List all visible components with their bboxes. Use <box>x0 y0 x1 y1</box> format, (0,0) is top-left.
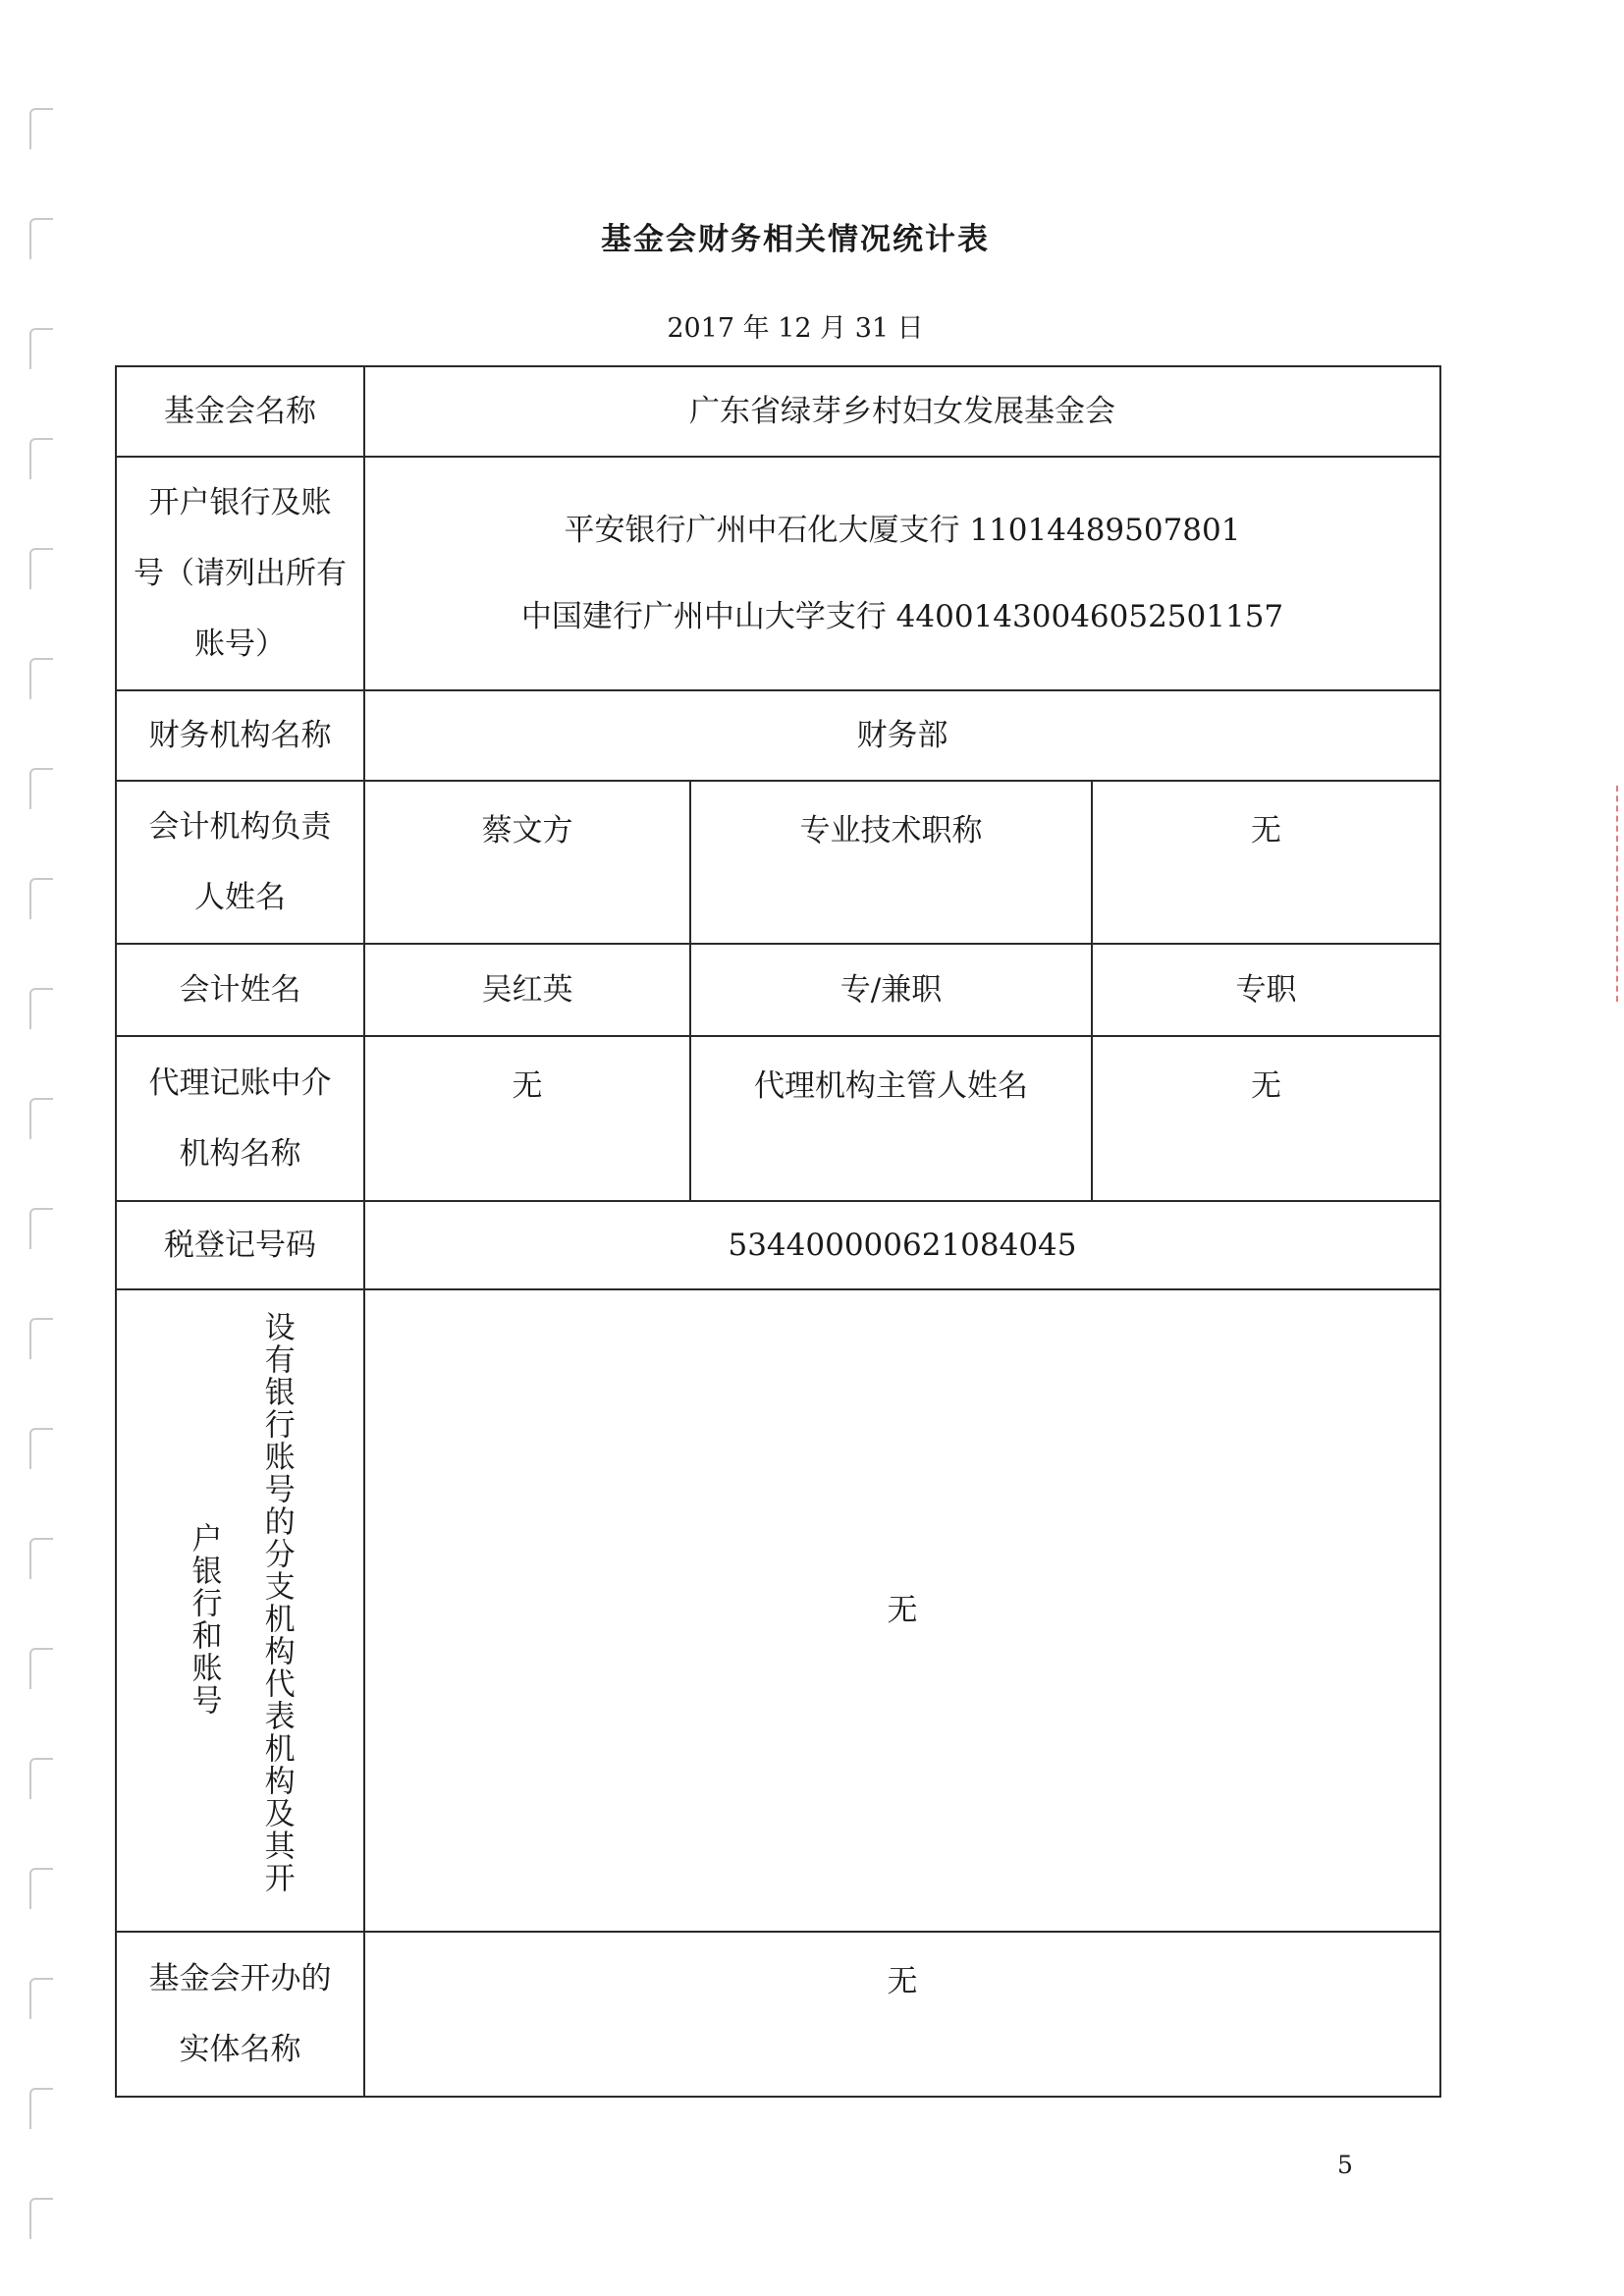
label-accounting-head-line1: 会计机构负责 <box>148 809 332 845</box>
label-bank-line2: 号（请列出所有 <box>134 556 347 591</box>
row-tax-number <box>116 1201 1440 1289</box>
value-accounting-head-name: 蔡文方 <box>364 781 690 944</box>
value-branches: 无 <box>364 1289 1440 1932</box>
document-title: 基金会财务相关情况统计表 <box>601 222 990 257</box>
row-branches <box>116 1289 1440 1932</box>
page-number: 5 <box>1337 2151 1353 2179</box>
label-entities-line2: 实体名称 <box>179 2032 301 2067</box>
value-employment-type: 专职 <box>1092 944 1440 1036</box>
row-agent <box>116 1036 1440 1201</box>
label-entities <box>116 1932 364 2097</box>
document-date: 2017 年 12 月 31 日 <box>667 313 924 344</box>
label-bank-line3: 账号） <box>194 627 286 662</box>
label-accounting-head <box>116 781 364 944</box>
label-finance-dept: 财务机构名称 <box>116 690 364 781</box>
label-branches <box>116 1289 364 1932</box>
label-entities-line1: 基金会开办的 <box>148 1961 332 1996</box>
label-accounting-head-line2: 人姓名 <box>194 880 286 915</box>
row-accountant <box>116 944 1440 1036</box>
row-foundation-name <box>116 366 1440 457</box>
label-accountant: 会计姓名 <box>116 944 364 1036</box>
row-bank-accounts <box>116 457 1440 690</box>
value-tax-number: 534400000621084045 <box>364 1201 1440 1289</box>
label-branches-col2: 户银行和账号 <box>186 1522 222 1717</box>
value-professional-title: 无 <box>1092 781 1440 944</box>
bank-account-2: 中国建行广州中山大学支行 44001430046052501157 <box>520 599 1284 634</box>
finance-statistics-table <box>115 365 1441 2098</box>
value-finance-dept: 财务部 <box>364 690 1440 781</box>
value-agent-manager: 无 <box>1092 1036 1440 1201</box>
label-employment-type: 专/兼职 <box>690 944 1092 1036</box>
label-foundation-name: 基金会名称 <box>116 366 364 457</box>
row-entities <box>116 1932 1440 2097</box>
label-bank-line1: 开户银行及账 <box>148 485 332 520</box>
seal-edge-mark <box>1610 786 1618 1002</box>
value-accountant-name: 吴红英 <box>364 944 690 1036</box>
value-entities: 无 <box>364 1932 1440 2097</box>
row-accounting-head <box>116 781 1440 944</box>
label-bank-accounts <box>116 457 364 690</box>
label-agent-line2: 机构名称 <box>179 1136 301 1172</box>
label-agent-manager: 代理机构主管人姓名 <box>690 1036 1092 1201</box>
label-branches-col1: 设有银行账号的分支机构代表机构及其开 <box>258 1311 295 1894</box>
value-agent-agency: 无 <box>364 1036 690 1201</box>
label-agent-line1: 代理记账中介 <box>148 1066 332 1101</box>
row-finance-dept <box>116 690 1440 781</box>
value-foundation-name: 广东省绿芽乡村妇女发展基金会 <box>364 366 1440 457</box>
label-professional-title: 专业技术职称 <box>690 781 1092 944</box>
label-tax-number: 税登记号码 <box>116 1201 364 1289</box>
value-bank-accounts <box>364 457 1440 690</box>
label-agent <box>116 1036 364 1201</box>
bank-account-1: 平安银行广州中石化大厦支行 11014489507801 <box>564 513 1241 548</box>
